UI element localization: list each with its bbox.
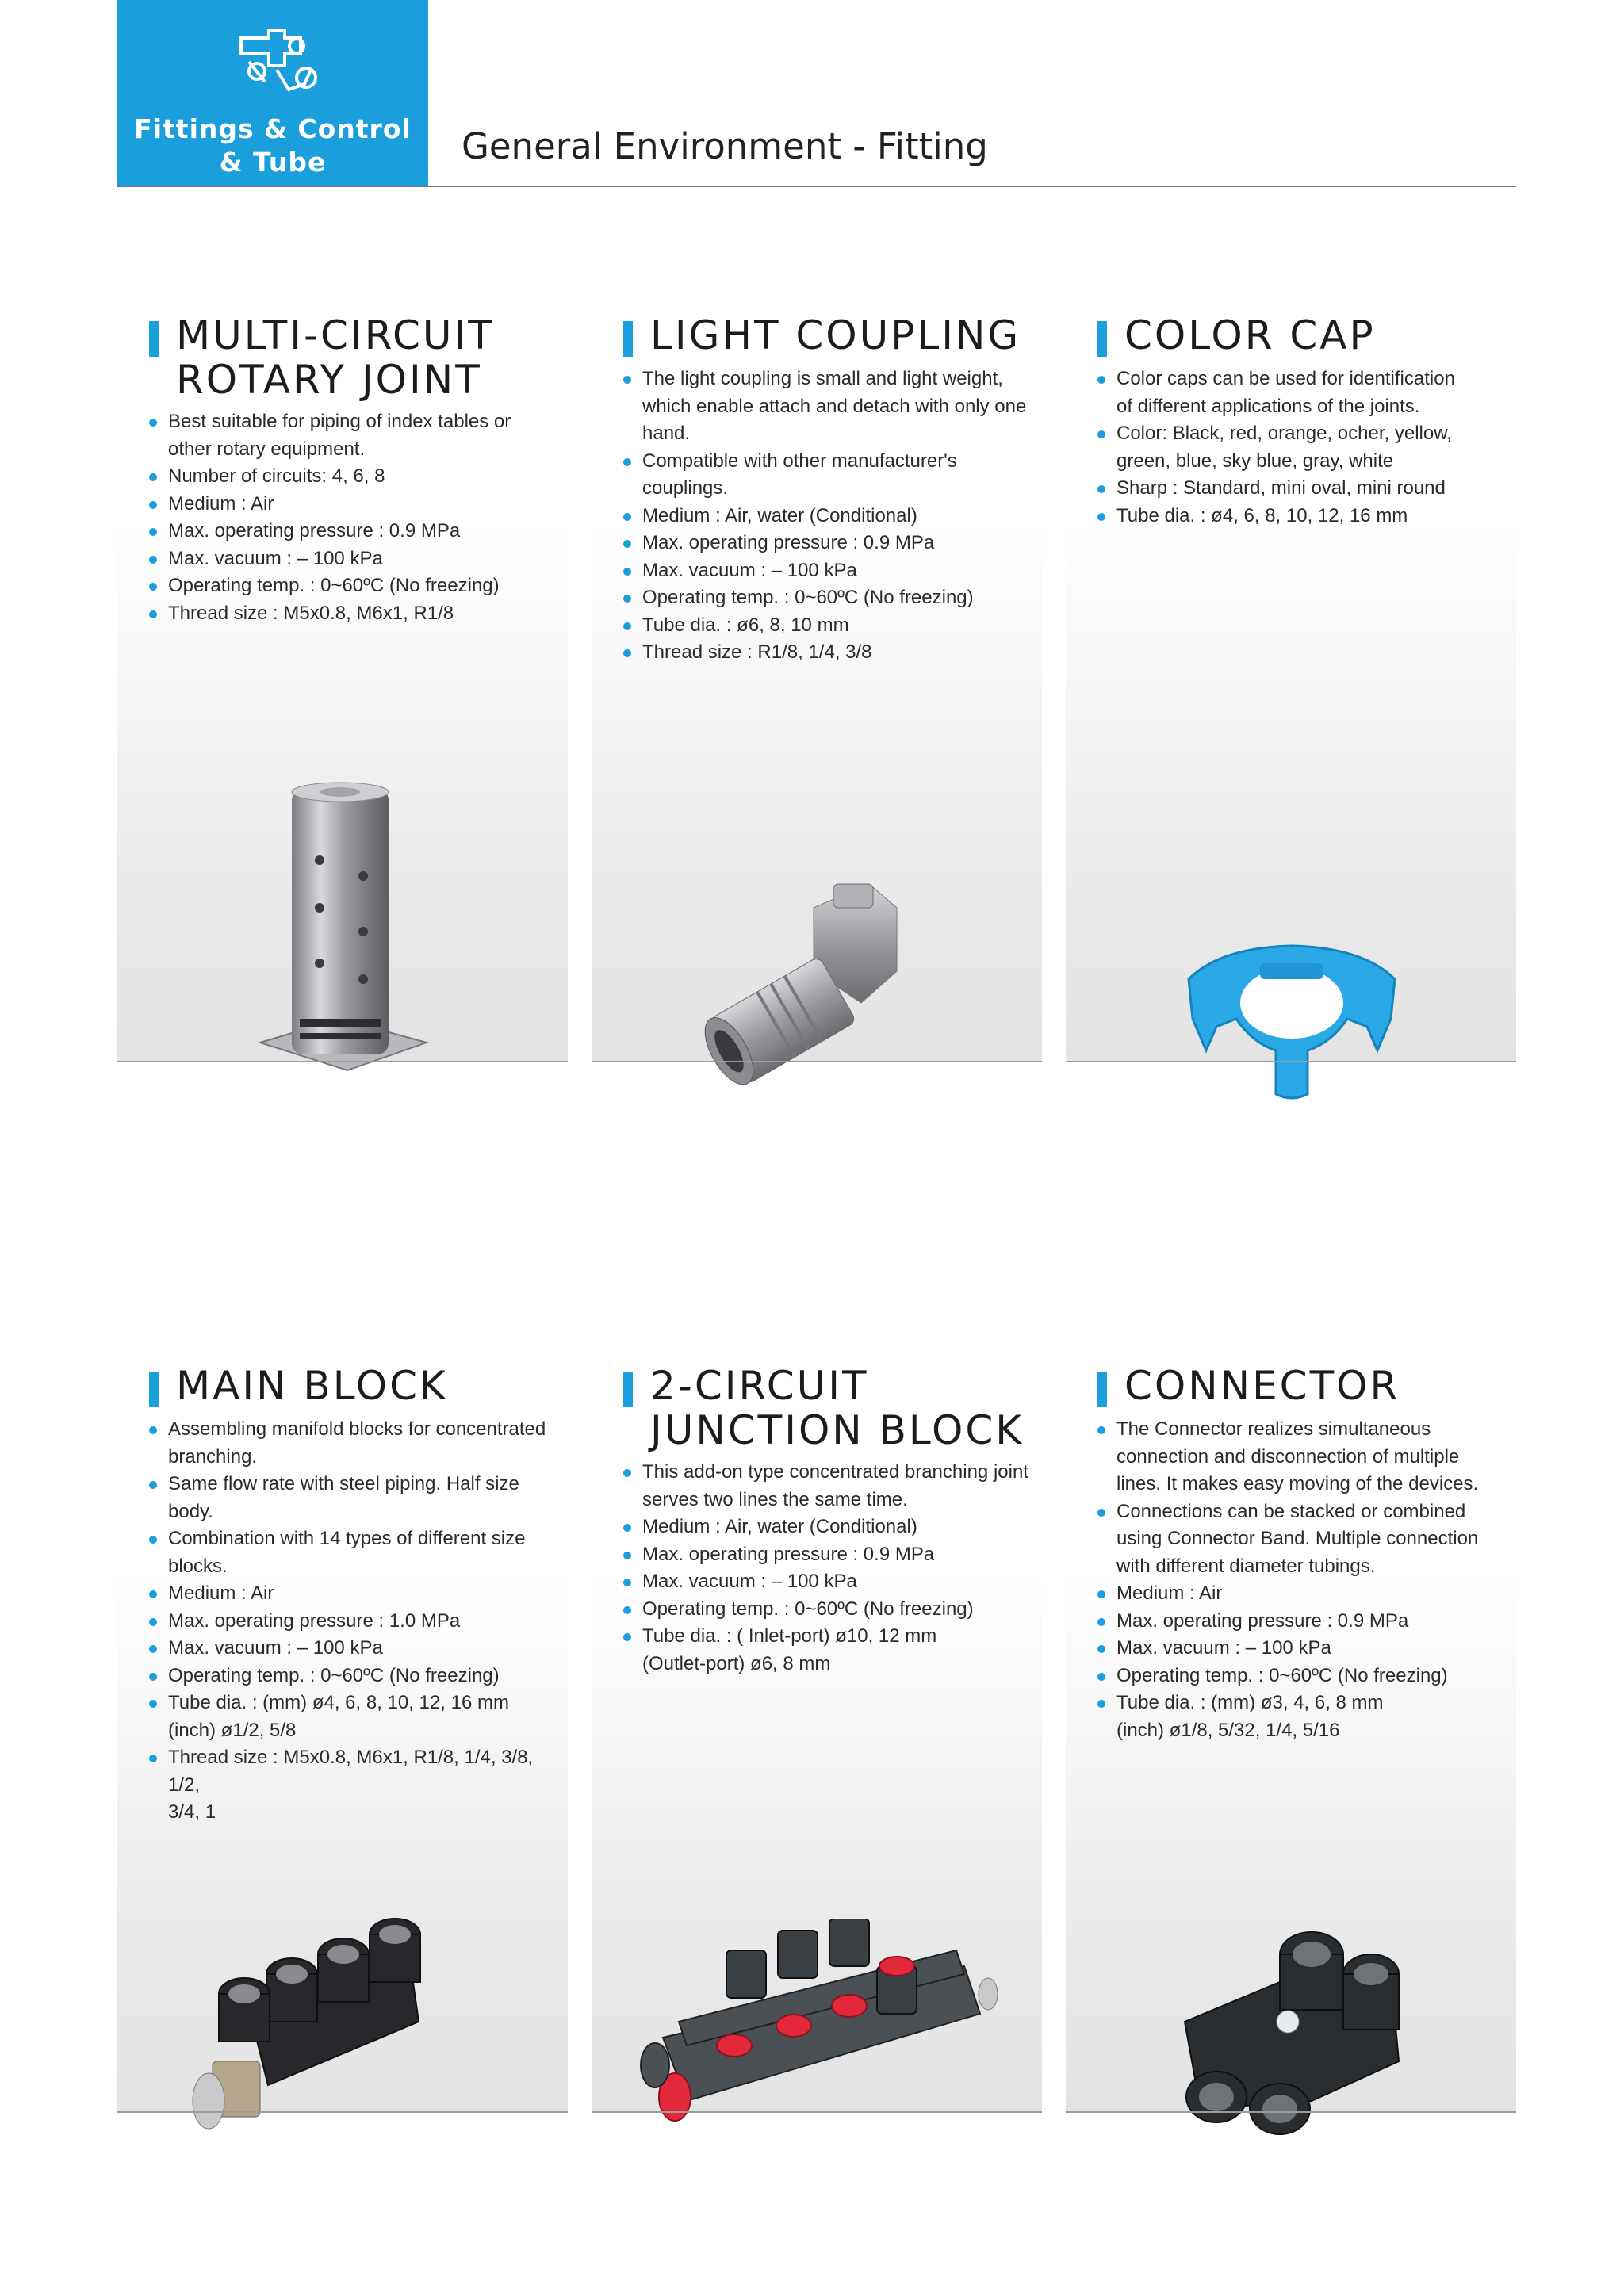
spec-item: The Connector realizes simultaneous connection and disconnection of multiple lines. It makes easy moving of the devices. bbox=[1097, 1416, 1510, 1498]
spec-item: Operating temp. : 0~60ºC (No freezing) bbox=[149, 572, 561, 600]
product-title bbox=[650, 313, 1021, 358]
product-panel-color-cap bbox=[1066, 313, 1516, 1062]
spec-item: Compatible with other manufacturer's couplings. bbox=[623, 448, 1036, 503]
spec-item: Sharp : Standard, mini oval, mini round bbox=[1097, 475, 1510, 503]
spec-item: Same flow rate with steel piping. Half size body. bbox=[149, 1471, 561, 1525]
spec-item: Connections can be stacked or combined using Connector Band. Multiple connection with different diameter tubings. bbox=[1097, 1498, 1510, 1581]
spec-item: Operating temp. : 0~60ºC (No freezing) bbox=[1097, 1663, 1510, 1690]
product-title-line: ROTARY JOINT bbox=[176, 357, 482, 403]
spec-item: Medium : Air, water (Conditional) bbox=[623, 503, 1036, 530]
badge-line-1: Fittings & Control bbox=[134, 113, 412, 144]
rotary-joint-image bbox=[252, 781, 435, 1082]
spec-item: Tube dia. : (mm) ø4, 6, 8, 10, 12, 16 mm (inch) ø1/2, 5/8 bbox=[149, 1689, 561, 1744]
product-panel-rotary-joint bbox=[117, 313, 568, 1062]
product-title-line: COLOR CAP bbox=[1124, 312, 1376, 358]
main-block-image bbox=[181, 1903, 450, 2141]
badge-line-2: & Tube bbox=[219, 147, 327, 178]
spec-item: Thread size : M5x0.8, M6x1, R1/8 bbox=[149, 600, 561, 628]
title-accent-bar bbox=[623, 1372, 633, 1407]
junction-block-image bbox=[631, 1919, 1012, 2133]
product-title-line: MAIN BLOCK bbox=[176, 1363, 448, 1409]
spec-item: Thread size : M5x0.8, M6x1, R1/8, 1/4, 3/8, 1/2, 3/4, 1 bbox=[149, 1744, 561, 1827]
spec-item: Best suitable for piping of index tables or other rotary equipment. bbox=[149, 408, 561, 463]
product-title-line: CONNECTOR bbox=[1124, 1363, 1400, 1409]
product-panel-connector bbox=[1066, 1364, 1516, 2113]
title-accent-bar bbox=[149, 321, 159, 357]
page-title: General Environment - Fitting bbox=[462, 125, 988, 167]
fitting-icon bbox=[225, 22, 320, 101]
product-title bbox=[650, 1364, 1024, 1452]
spec-item: Max. operating pressure : 0.9 MPa bbox=[623, 1541, 1036, 1569]
title-accent-bar bbox=[623, 321, 633, 357]
spec-list bbox=[1097, 365, 1510, 530]
spec-item: Tube dia. : (mm) ø3, 4, 6, 8 mm (inch) ø1/8, 5/32, 1/4, 5/16 bbox=[1097, 1689, 1510, 1744]
spec-item: Max. vacuum : – 100 kPa bbox=[623, 557, 1036, 585]
spec-list bbox=[623, 1459, 1036, 1678]
spec-item: Operating temp. : 0~60ºC (No freezing) bbox=[623, 584, 1036, 612]
spec-item: The light coupling is small and light weight, which enable attach and detach with only one hand. bbox=[623, 365, 1036, 448]
spec-item: Max. vacuum : – 100 kPa bbox=[149, 545, 561, 573]
header-divider bbox=[117, 186, 1516, 187]
spec-item: Operating temp. : 0~60ºC (No freezing) bbox=[623, 1596, 1036, 1624]
spec-item: Tube dia. : ø6, 8, 10 mm bbox=[623, 612, 1036, 640]
title-accent-bar bbox=[1097, 321, 1107, 357]
product-panel-light-coupling bbox=[592, 313, 1042, 1062]
spec-item: Max. vacuum : – 100 kPa bbox=[623, 1568, 1036, 1596]
spec-item: Max. operating pressure : 0.9 MPa bbox=[149, 518, 561, 545]
spec-item: Medium : Air bbox=[1097, 1580, 1510, 1608]
product-title bbox=[176, 313, 495, 402]
connector-image bbox=[1153, 1911, 1423, 2149]
spec-list bbox=[149, 1416, 561, 1827]
spec-list bbox=[1097, 1416, 1510, 1744]
spec-item: Thread size : R1/8, 1/4, 3/8 bbox=[623, 639, 1036, 667]
spec-item: Max. vacuum : – 100 kPa bbox=[1097, 1635, 1510, 1663]
product-panel-junction-block bbox=[592, 1364, 1042, 2113]
product-title-line: MULTI-CIRCUIT bbox=[176, 312, 495, 358]
spec-item: Max. operating pressure : 1.0 MPa bbox=[149, 1608, 561, 1636]
spec-item: Combination with 14 types of different size blocks. bbox=[149, 1525, 561, 1580]
spec-item: Medium : Air bbox=[149, 491, 561, 519]
spec-item: Medium : Air, water (Conditional) bbox=[623, 1513, 1036, 1541]
product-panel-main-block bbox=[117, 1364, 568, 2113]
title-accent-bar bbox=[1097, 1372, 1107, 1407]
spec-item: Max. operating pressure : 0.9 MPa bbox=[623, 530, 1036, 557]
category-badge bbox=[117, 0, 428, 186]
product-title-line: LIGHT COUPLING bbox=[650, 312, 1021, 358]
spec-item: Color: Black, red, orange, ocher, yellow, green, blue, sky blue, gray, white bbox=[1097, 420, 1510, 475]
spec-item: Assembling manifold blocks for concentrated branching. bbox=[149, 1416, 561, 1471]
spec-item: This add-on type concentrated branching joint serves two lines the same time. bbox=[623, 1459, 1036, 1513]
spec-list bbox=[623, 365, 1036, 667]
spec-item: Number of circuits: 4, 6, 8 bbox=[149, 463, 561, 491]
product-title bbox=[1124, 1364, 1400, 1408]
color-cap-image bbox=[1173, 932, 1411, 1106]
product-title bbox=[1124, 313, 1376, 358]
title-accent-bar bbox=[149, 1372, 159, 1407]
product-title bbox=[176, 1364, 448, 1408]
spec-item: Max. operating pressure : 0.9 MPa bbox=[1097, 1608, 1510, 1636]
spec-list bbox=[149, 408, 561, 627]
spec-item: Color caps can be used for identification of different applications of the joints. bbox=[1097, 365, 1510, 420]
product-title-line: 2-CIRCUIT bbox=[650, 1363, 869, 1409]
light-coupling-image bbox=[687, 876, 948, 1106]
spec-item: Tube dia. : ø4, 6, 8, 10, 12, 16 mm bbox=[1097, 503, 1510, 530]
spec-item: Medium : Air bbox=[149, 1580, 561, 1608]
spec-item: Max. vacuum : – 100 kPa bbox=[149, 1635, 561, 1663]
product-title-line: JUNCTION BLOCK bbox=[650, 1407, 1025, 1453]
spec-item: Operating temp. : 0~60ºC (No freezing) bbox=[149, 1663, 561, 1690]
spec-item: Tube dia. : ( Inlet-port) ø10, 12 mm (Outlet-port) ø6, 8 mm bbox=[623, 1623, 1036, 1678]
